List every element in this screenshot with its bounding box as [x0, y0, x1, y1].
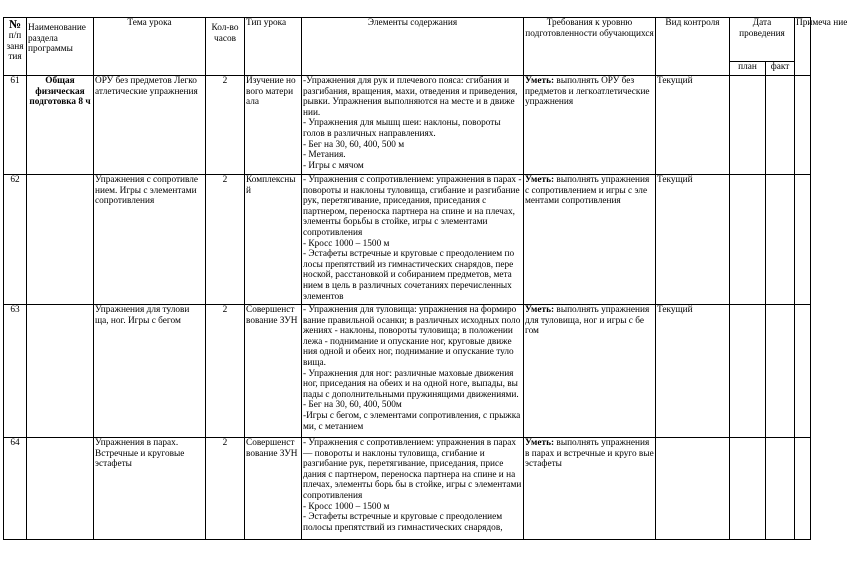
req-label: Уметь:	[525, 175, 555, 185]
content-line: - Эстафеты встречные и круговые с преодолением по лосы препятствий из гимнастических снарядов, пере ноской, расстановкой и собиранием предметов, мета нием в цель в различных сочетаниях перечисленных элементов	[303, 249, 515, 302]
table-row	[4, 76, 811, 175]
req-text: выполнять упражнения в парах и встречные и круго вые эстафеты	[525, 438, 654, 470]
table-row	[4, 175, 811, 305]
row-date-fact	[766, 305, 795, 438]
row-hours: 2	[206, 175, 245, 305]
row-content	[302, 175, 524, 305]
row-control: Текущий	[656, 175, 730, 305]
row-content	[302, 438, 524, 540]
row-hours: 2	[206, 305, 245, 438]
row-type: Совершенст вование ЗУН	[245, 438, 302, 540]
content-line: - Метания.	[303, 150, 346, 161]
header-lesson-type: Тип урока	[245, 18, 302, 76]
req-text: выполнять ОРУ без предметов и легкоатлетические упражнения	[525, 76, 650, 108]
row-hours: 2	[206, 438, 245, 540]
row-control: Текущий	[656, 305, 730, 438]
content-line: - Упражнения с сопротивлением: упражнения в парах — повороты и наклоны туловища, сгибание и разгибание рук, перетягивание, приседания, присе дания с партнером, переноска партнера на спине и на плечах, элементы борь бы в стойке, игры с элементами сопротивления	[303, 438, 522, 501]
row-notes	[795, 175, 811, 305]
row-requirements	[524, 438, 656, 540]
content-line: - Кросс 1000 – 1500 м	[303, 238, 390, 249]
content-line: - Упражнения для ног: различные маховые движения ног, приседания на обеих и на одной ноге, выпады, вы пады с дополнительными пружинящими движениями.	[303, 368, 519, 400]
row-content	[302, 305, 524, 438]
row-date-fact	[766, 175, 795, 305]
content-line: - Бег на 30, 60, 400, 500 м	[303, 139, 405, 150]
header-content: Элементы содержания	[302, 18, 524, 76]
content-line: - Бег на 30, 60, 400, 500м	[303, 400, 402, 411]
row-topic: Упражнения в парах. Встречные и круговые эстафеты	[94, 438, 206, 540]
req-label: Уметь:	[525, 438, 555, 448]
header-control: Вид контроля	[656, 18, 730, 76]
req-text: выполнять упражнения для туловища, ног и игры с бе гом	[525, 305, 650, 337]
row-number: 61	[4, 76, 27, 175]
header-hours: Кол-во часов	[206, 18, 245, 76]
row-notes	[795, 76, 811, 175]
row-control: Текущий	[656, 76, 730, 175]
content-line: - Эстафеты встречные и круговые с преодолением полосы препятствий из гимнастических снарядов,	[303, 512, 503, 533]
content-line: - Упражнения для мышц шеи: наклоны, повороты голов в различных направлениях.	[303, 118, 501, 139]
row-notes	[795, 438, 811, 540]
row-requirements	[524, 305, 656, 438]
row-hours: 2	[206, 76, 245, 175]
row-content	[302, 76, 524, 175]
header-topic: Тема урока	[94, 18, 206, 76]
row-type: Совершенст вование ЗУН	[245, 305, 302, 438]
header-number	[4, 18, 27, 76]
row-section	[27, 438, 94, 540]
number-sign: №	[8, 17, 22, 31]
row-topic: Упражнения для тулови ща, ног. Игры с бегом	[94, 305, 206, 438]
req-label: Уметь:	[525, 76, 555, 86]
content-line: - Кросс 1000 – 1500 м	[303, 501, 390, 512]
number-sub: п/п заня тия	[6, 31, 24, 63]
row-section	[27, 175, 94, 305]
header-requirements: Требования к уровню подготовленности обучающихся	[524, 18, 656, 76]
content-line: -Упражнения для рук и плечевого пояса: сгибания и разгибания, вращения, махи, отведения и приведения, рывки. Упражнения выполняются на месте и в движе нии.	[303, 76, 518, 118]
header-notes: Примеча ние	[795, 18, 811, 76]
row-date-fact	[766, 438, 795, 540]
row-notes	[795, 305, 811, 438]
row-requirements	[524, 175, 656, 305]
lesson-plan-table	[3, 17, 847, 540]
header-date: Дата проведения	[730, 18, 795, 62]
row-type: Комплексный	[245, 175, 302, 305]
content-line: - Упражнения для туловища: упражнения на формиро вание правильной осанки; в различных исходных поло жениях - наклоны, повороты туловища; в положении лежа - поднимание и опускание ног, круговые движе ния одной и обеих ног, поднимание и опускание туло вища.	[303, 305, 521, 368]
row-number: 63	[4, 305, 27, 438]
table-row	[4, 305, 811, 438]
row-date-plan	[730, 438, 766, 540]
header-date-plan: план	[730, 62, 766, 76]
content-line: - Упражнения с сопротивлением: упражнения в парах - повороты и наклоны туловища, сгибание и разгибание рук, перетягивание, приседания, приседания с партнером, переноска партнера на спине и на плечах, элементы борьбы в стойке, игры с элементами сопротивления	[303, 175, 522, 238]
row-topic: ОРУ без предметов Легко атлетические упражнения	[94, 76, 206, 175]
row-date-plan	[730, 76, 766, 175]
header-row	[4, 18, 811, 62]
row-number: 64	[4, 438, 27, 540]
row-type: Изучение но вого матери ала	[245, 76, 302, 175]
table-row	[4, 438, 811, 540]
row-requirements	[524, 76, 656, 175]
req-label: Уметь:	[525, 305, 555, 315]
row-section: Общая физическая подготовка 8 ч	[27, 76, 94, 175]
row-section	[27, 305, 94, 438]
row-date-plan	[730, 175, 766, 305]
content-line: - Игры с мячом	[303, 160, 364, 171]
row-date-plan	[730, 305, 766, 438]
req-text: выполнять упражнения с сопротивлением и игры с эле ментами сопротивления	[525, 175, 650, 207]
row-date-fact	[766, 76, 795, 175]
row-number: 62	[4, 175, 27, 305]
row-control	[656, 438, 730, 540]
header-section-name: Наименование раздела программы	[27, 18, 94, 76]
content-line: -Игры с бегом, с элементами сопротивления, с прыжка ми, с метанием	[303, 410, 521, 432]
header-date-fact: факт	[766, 62, 795, 76]
row-topic: Упражнения с сопротивле нием. Игры с элементами сопротивления	[94, 175, 206, 305]
